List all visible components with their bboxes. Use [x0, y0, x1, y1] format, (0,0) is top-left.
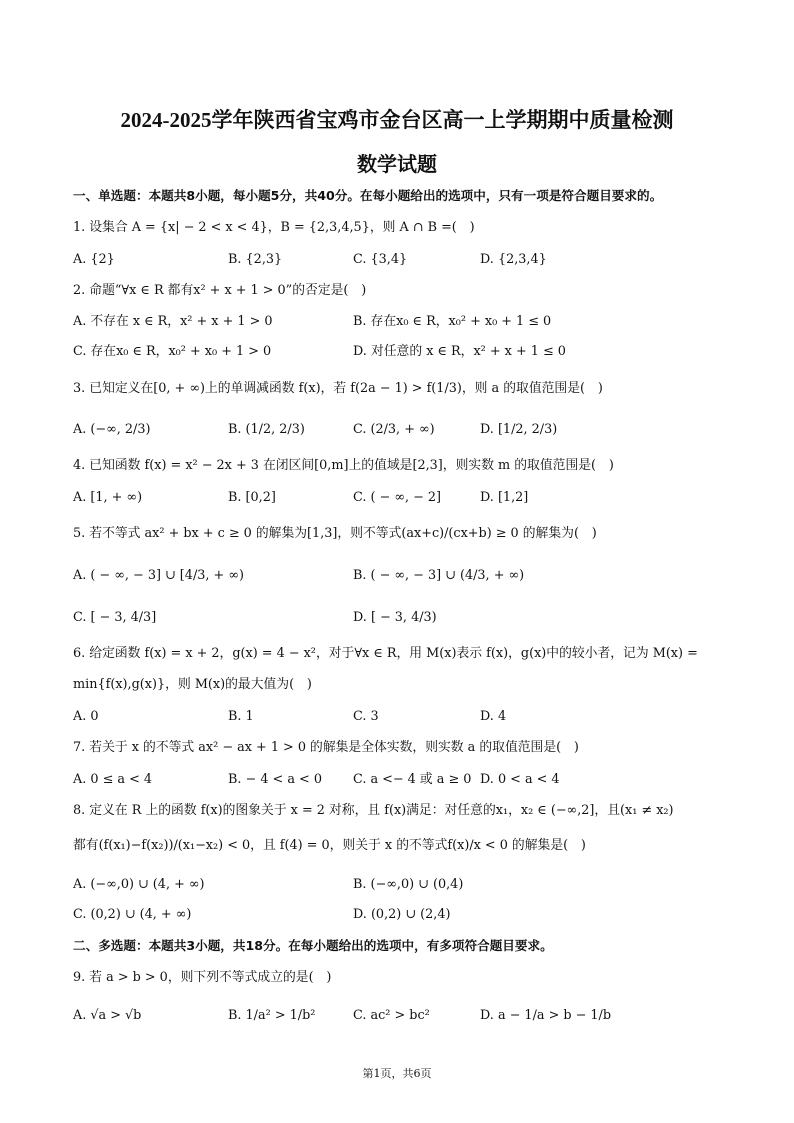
question-4-option-a: A. [1, + ∞)	[73, 490, 143, 505]
question-9-option-c: C. ac² > bc²	[353, 1008, 430, 1023]
section-multiple-choice-header: 二、多选题：本题共3小题，共18分。在每小题给出的选项中，有多项符合题目要求。	[73, 938, 553, 953]
question-2-stem: 2. 命题“∀x ∈ R 都有x² + x + 1 > 0”的否定是( )	[73, 283, 367, 298]
question-6-option-c: C. 3	[353, 709, 379, 724]
question-7-option-a: A. 0 ≤ a < 4	[73, 772, 153, 787]
question-7-option-d: D. 0 < a < 4	[480, 772, 560, 787]
question-2-option-a: A. 不存在 x ∈ R，x² + x + 1 > 0	[73, 314, 273, 329]
question-8-option-c: C. (0,2) ∪ (4, + ∞)	[73, 907, 192, 922]
question-5-option-c: C. [ − 3, 4/3]	[73, 610, 157, 625]
question-4-stem: 4. 已知函数 f(x) = x² − 2x + 3 在闭区间[0,m]上的值域是[2,3]，则实数 m 的取值范围是( )	[73, 458, 614, 473]
question-7-option-c: C. a <− 4 或 a ≥ 0	[353, 772, 472, 787]
question-1-option-a: A. {2}	[73, 252, 115, 267]
question-7-option-b: B. − 4 < a < 0	[228, 772, 322, 787]
question-6-option-a: A. 0	[73, 709, 99, 724]
page-subtitle: 数学试题	[357, 154, 437, 176]
question-5-option-a: A. ( − ∞, − 3] ∪ [4/3, + ∞)	[73, 568, 244, 583]
question-1-option-b: B. {2,3}	[228, 252, 283, 267]
section-single-choice-header: 一、单选题：本题共8小题，每小题5分，共40分。在每小题给出的选项中，只有一项是符合题目要求的。	[73, 188, 663, 203]
question-3-option-a: A. (−∞, 2/3)	[73, 422, 151, 437]
question-8-stem-line-2: 都有(f(x₁)−f(x₂))/(x₁−x₂) < 0，且 f(4) = 0，则关于 x 的不等式f(x)/x < 0 的解集是( )	[73, 838, 586, 853]
question-4-option-d: D. [1,2]	[480, 490, 529, 505]
question-9-option-a: A. √a > √b	[73, 1008, 142, 1023]
question-9-stem: 9. 若 a > b > 0，则下列不等式成立的是( )	[73, 970, 332, 985]
question-2-option-c: C. 存在x₀ ∈ R，x₀² + x₀ + 1 > 0	[73, 344, 272, 359]
question-5-option-b: B. ( − ∞, − 3] ∪ (4/3, + ∞)	[353, 568, 525, 583]
question-3-stem: 3. 已知定义在[0, + ∞)上的单调减函数 f(x)，若 f(2a − 1) > f(1/3)，则 a 的取值范围是( )	[73, 381, 603, 396]
question-8-option-a: A. (−∞,0) ∪ (4, + ∞)	[73, 877, 205, 892]
question-5-option-d: D. [ − 3, 4/3)	[353, 610, 437, 625]
question-6-stem-line-2: min{f(x),g(x)}，则 M(x)的最大值为( )	[73, 677, 312, 692]
question-3-option-c: C. (2/3, + ∞)	[353, 422, 435, 437]
question-1-option-c: C. {3,4}	[353, 252, 408, 267]
question-4-option-b: B. [0,2]	[228, 490, 276, 505]
question-2-option-d: D. 对任意的 x ∈ R，x² + x + 1 ≤ 0	[353, 344, 566, 359]
question-8-option-d: D. (0,2) ∪ (2,4)	[353, 907, 451, 922]
question-7-stem: 7. 若关于 x 的不等式 ax² − ax + 1 > 0 的解集是全体实数，则实数 a 的取值范围是( )	[73, 740, 579, 755]
page-footer: 第1页，共6页	[362, 1067, 432, 1080]
question-1-stem: 1. 设集合 A = {x| − 2 < x < 4}，B = {2,3,4,5}，则 A ∩ B =( )	[73, 220, 475, 235]
question-9-option-d: D. a − 1/a > b − 1/b	[480, 1008, 612, 1023]
question-6-option-d: D. 4	[480, 709, 507, 724]
question-3-option-d: D. [1/2, 2/3)	[480, 422, 558, 437]
question-8-option-b: B. (−∞,0) ∪ (0,4)	[353, 877, 464, 892]
page-title: 2024-2025学年陕西省宝鸡市金台区高一上学期期中质量检测	[120, 108, 674, 132]
question-8-stem-line-1: 8. 定义在 R 上的函数 f(x)的图象关于 x = 2 对称，且 f(x)满足：对任意的x₁，x₂ ∈ (−∞,2]，且(x₁ ≠ x₂)	[73, 803, 674, 818]
question-5-stem: 5. 若不等式 ax² + bx + c ≥ 0 的解集为[1,3]，则不等式(ax+c)/(cx+b) ≥ 0 的解集为( )	[73, 526, 597, 541]
question-6-option-b: B. 1	[228, 709, 254, 724]
question-4-option-c: C. ( − ∞, − 2]	[353, 490, 442, 505]
question-1-option-d: D. {2,3,4}	[480, 252, 547, 267]
question-6-stem-line-1: 6. 给定函数 f(x) = x + 2，g(x) = 4 − x²，对于∀x ∈ R，用 M(x)表示 f(x)，g(x)中的较小者，记为 M(x) =	[73, 646, 698, 661]
question-2-option-b: B. 存在x₀ ∈ R，x₀² + x₀ + 1 ≤ 0	[353, 314, 552, 329]
question-3-option-b: B. (1/2, 2/3)	[228, 422, 305, 437]
question-9-option-b: B. 1/a² > 1/b²	[228, 1008, 316, 1023]
